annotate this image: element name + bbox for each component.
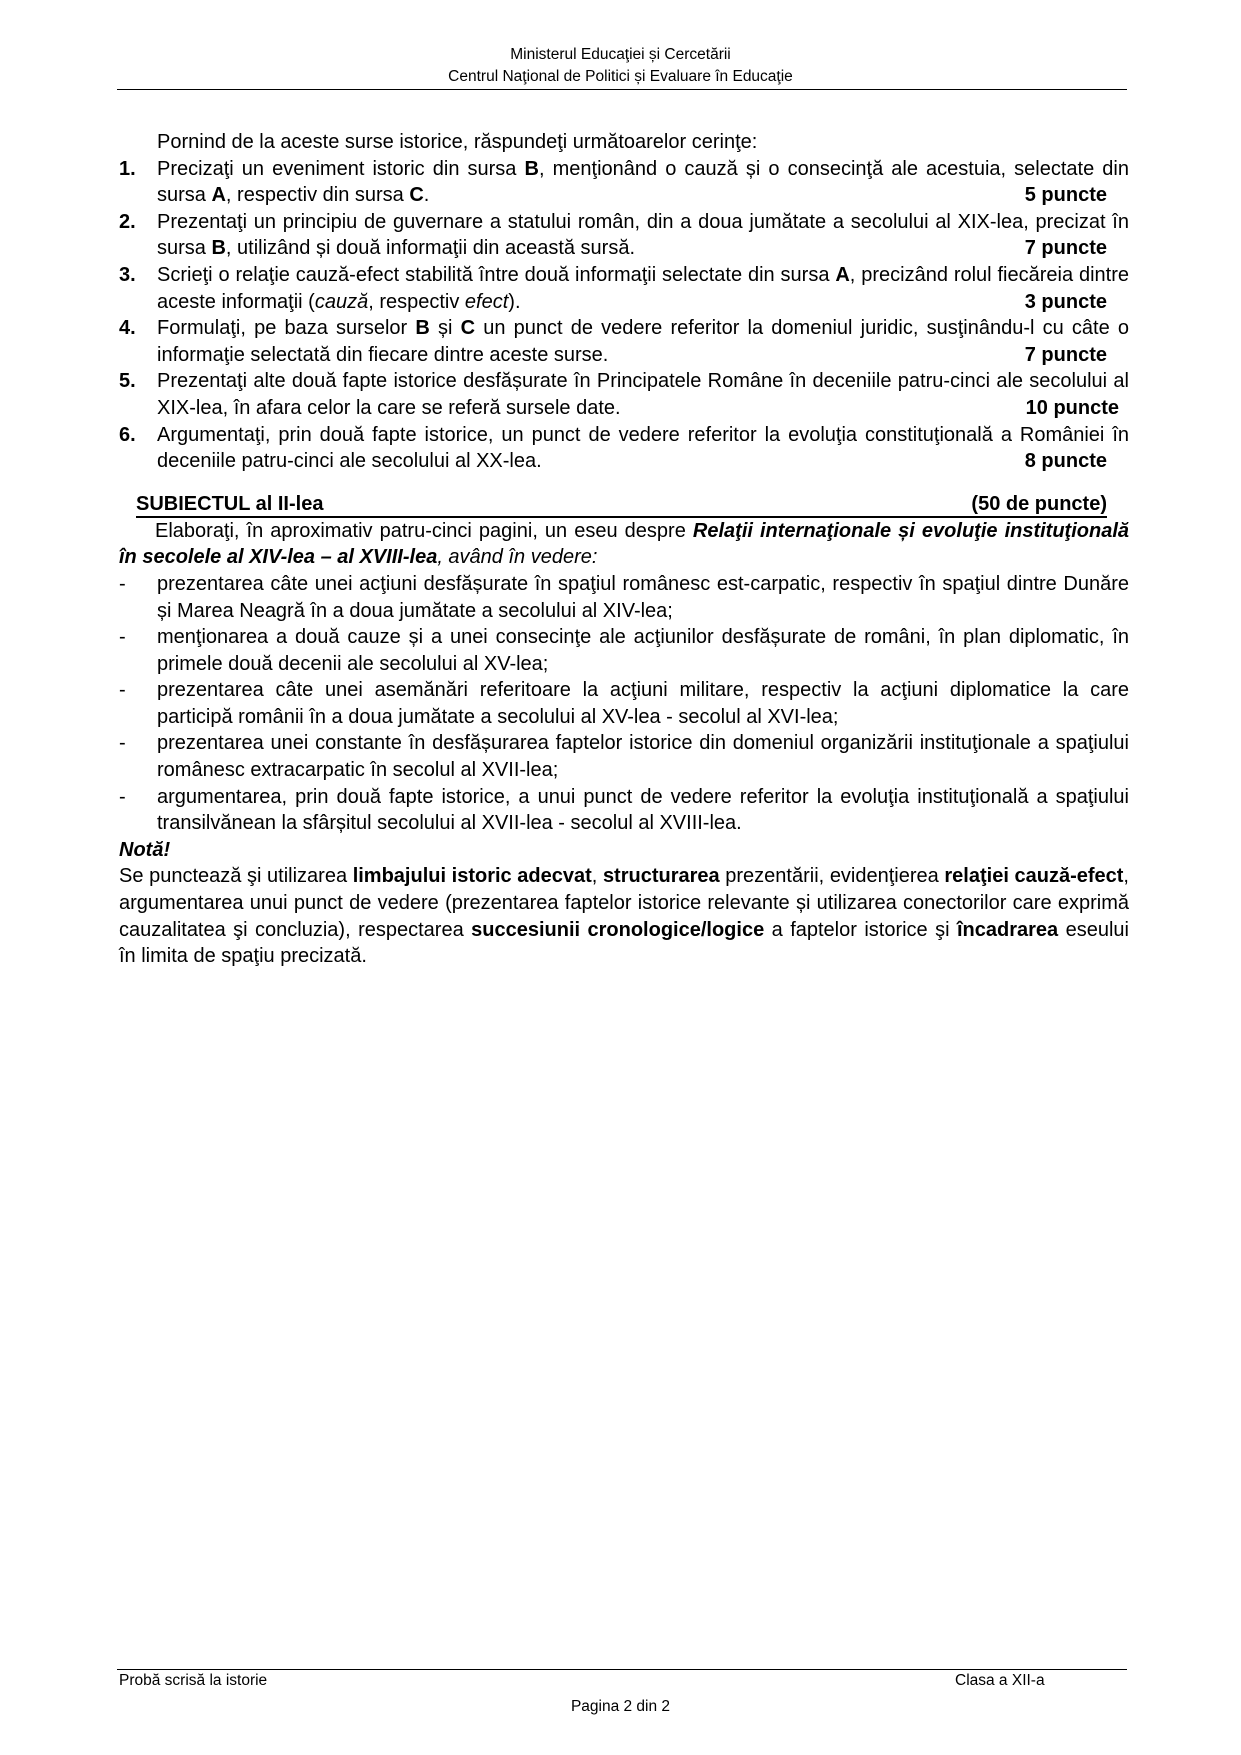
subject-2-heading (136, 492, 1107, 518)
note-text: Se punctează şi utilizarea limbajului istoric adecvat, structurarea prezentării, evidenţierea relaţiei cauză-efect, argumentarea unui punct de vedere (prezentarea faptelor istorice relevante și utilizarea conectorilor care exprimă cauzalitatea şi concluzia), respectarea succesiunii cronologice/logice a faptelor istorice şi încadrarea eseului în limita de spaţiu precizată. (119, 865, 1129, 968)
footer-page-number: Pagina 2 din 2 (570, 1698, 671, 1715)
requirement-text: prezentarea câte unei acţiuni desfășurate în spaţiul românesc est-carpatic, respectiv în spaţiul dintre Dunăre și Marea Neagră în a doua jumătate a secolului al XIV-lea; (157, 572, 1129, 622)
question-points: 7 puncte (1024, 237, 1107, 260)
essay-requirement (119, 730, 1129, 783)
question-number: 1. (119, 157, 136, 180)
question-number: 6. (119, 423, 136, 446)
instructions-intro: Pornind de la aceste surse istorice, răspundeţi următoarelor cerinţe: (157, 131, 758, 153)
bullet-dash: - (119, 785, 126, 808)
question-1 (119, 156, 1129, 209)
document-body (119, 129, 1129, 970)
essay-prompt: Elaboraţi, în aproximativ patru-cinci pagini, un eseu despre Relaţii internaţionale și evoluţie instituţională în secolele al XIV-lea – al XVIII-lea, având în vedere: (119, 519, 1130, 569)
question-text: Formulaţi, pe baza surselor B și C un punct de vedere referitor la domeniul juridic, susţinându-l cu câte o informaţie selectată din fiecare dintre aceste surse. 7 puncte (157, 315, 1129, 368)
question-text: Prezentaţi alte două fapte istorice desfășurate în Principatele Române în deceniile patru-cinci ale secolului al XIX-lea, în afara celor la care se referă sursele date. 10 puncte (157, 368, 1129, 421)
question-5 (119, 368, 1129, 421)
requirement-text: argumentarea, prin două fapte istorice, a unui punct de vedere referitor la evoluţia instituţională a spaţiului transilvănean la sfârșitul secolului al XVII-lea - secolul al XVIII-lea. (157, 785, 1129, 835)
question-points: 3 puncte (1024, 290, 1107, 313)
question-points: 8 puncte (1024, 450, 1107, 473)
question-points: 5 puncte (1024, 184, 1107, 207)
question-text: Precizaţi un eveniment istoric din sursa B, menţionând o cauză și o consecinţă ale acestuia, selectate din sursa A, respectiv din sursa C. 5 puncte (157, 156, 1129, 209)
header-divider (117, 89, 1127, 90)
question-points: 10 puncte (1025, 396, 1119, 419)
essay-requirement (119, 677, 1129, 730)
header-center: Centrul Naţional de Politici și Evaluare în Educaţie (448, 68, 793, 85)
question-text: Scrieţi o relaţie cauză-efect stabilită între două informaţii selectate din sursa A, precizând rolul fiecăreia dintre aceste informaţii (cauză, respectiv efect). 3 puncte (157, 262, 1129, 315)
note-label: Notă! (119, 838, 171, 861)
footer-class: Clasa a XII-a (955, 1672, 1045, 1689)
question-6 (119, 422, 1129, 475)
subject-2-points: (50 de puncte) (971, 492, 1107, 515)
bullet-dash: - (119, 679, 126, 702)
essay-requirement (119, 624, 1129, 677)
header-ministry: Ministerul Educaţiei și Cercetării (510, 46, 731, 63)
essay-requirement (119, 571, 1129, 624)
question-4 (119, 315, 1129, 368)
footer-exam-name: Probă scrisă la istorie (119, 1672, 268, 1689)
question-number: 3. (119, 263, 136, 286)
question-text: Prezentaţi un principiu de guvernare a statului român, din a doua jumătate a secolului al XIX-lea, precizat în sursa B, utilizând și două informaţii din această sursă. 7 puncte (157, 209, 1129, 262)
essay-requirement (119, 784, 1129, 837)
question-points: 7 puncte (1024, 343, 1107, 366)
question-number: 5. (119, 370, 136, 393)
question-text: Argumentaţi, prin două fapte istorice, un punct de vedere referitor la evoluţia constituţională a României în deceniile patru-cinci ale secolului al XX-lea. 8 puncte (157, 422, 1129, 475)
footer-divider (117, 1669, 1127, 1670)
question-number: 2. (119, 210, 136, 233)
subject-2-title: SUBIECTUL al II-lea (136, 492, 324, 515)
requirement-text: prezentarea câte unei asemănări referitoare la acţiuni militare, respectiv la acţiuni diplomatice la care participă românii în a doua jumătate a secolului al XV-lea - secolul al XVI-lea; (157, 679, 1129, 728)
question-number: 4. (119, 317, 136, 340)
bullet-dash: - (119, 732, 126, 755)
requirement-text: prezentarea unei constante în desfășurarea faptelor istorice din domeniul organizării instituţionale a spaţiului românesc extracarpatic în secolul al XVII-lea; (157, 732, 1129, 782)
bullet-dash: - (119, 626, 126, 649)
question-3 (119, 262, 1129, 315)
question-2 (119, 209, 1129, 262)
requirement-text: menţionarea a două cauze și a unei consecinţe ale acţiunilor desfășurate de români, în plan diplomatic, în primele două decenii ale secolului al XV-lea; (157, 626, 1129, 675)
bullet-dash: - (119, 572, 126, 595)
